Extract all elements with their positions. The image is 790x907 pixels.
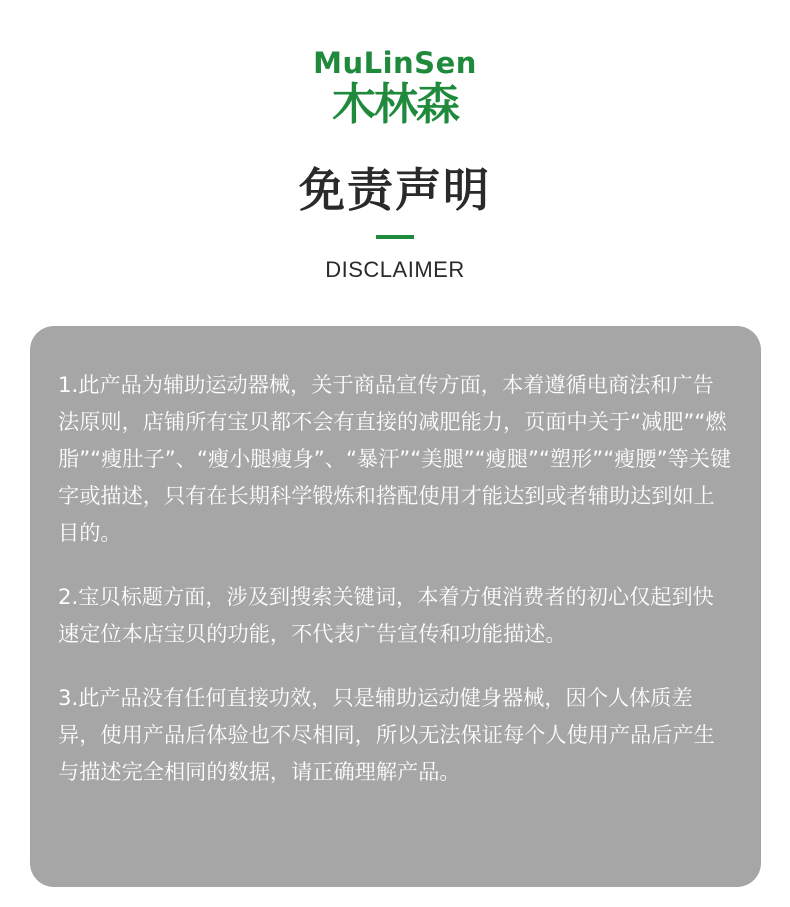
- disclaimer-card: [30, 326, 761, 887]
- disclaimer-clause-2: 2.宝贝标题方面，涉及到搜索关键词，本着方便消费者的初心仅起到快速定位本店宝贝的功能，不代表广告宣传和功能描述。: [58, 584, 714, 646]
- title-divider: [376, 235, 414, 239]
- page-subtitle: DISCLAIMER: [325, 257, 465, 282]
- disclaimer-clause-3: 3.此产品没有任何直接功效，只是辅助运动健身器械，因个人体质差异，使用产品后体验也不尽相同，所以无法保证每个人使用产品后产生与描述完全相同的数据，请正确理解产品。: [58, 685, 715, 784]
- disclaimer-clause-1: 1.此产品为辅助运动器械，关于商品宣传方面，本着遵循电商法和广告法原则，店铺所有宝贝都不会有直接的减肥能力，页面中关于“减肥”“燃脂”“瘦肚子”、“瘦小腿瘦身”、“暴汗”“美腿”“瘦腿”“塑形”“瘦腰”等关键字或描述，只有在长期科学锻炼和搭配使用才能达到或者辅助达到如上目的。: [58, 372, 732, 545]
- brand-name-en: MuLinSen: [313, 46, 477, 80]
- brand-name-cn: 木林森: [332, 79, 458, 130]
- page-title: 免责声明: [299, 163, 491, 217]
